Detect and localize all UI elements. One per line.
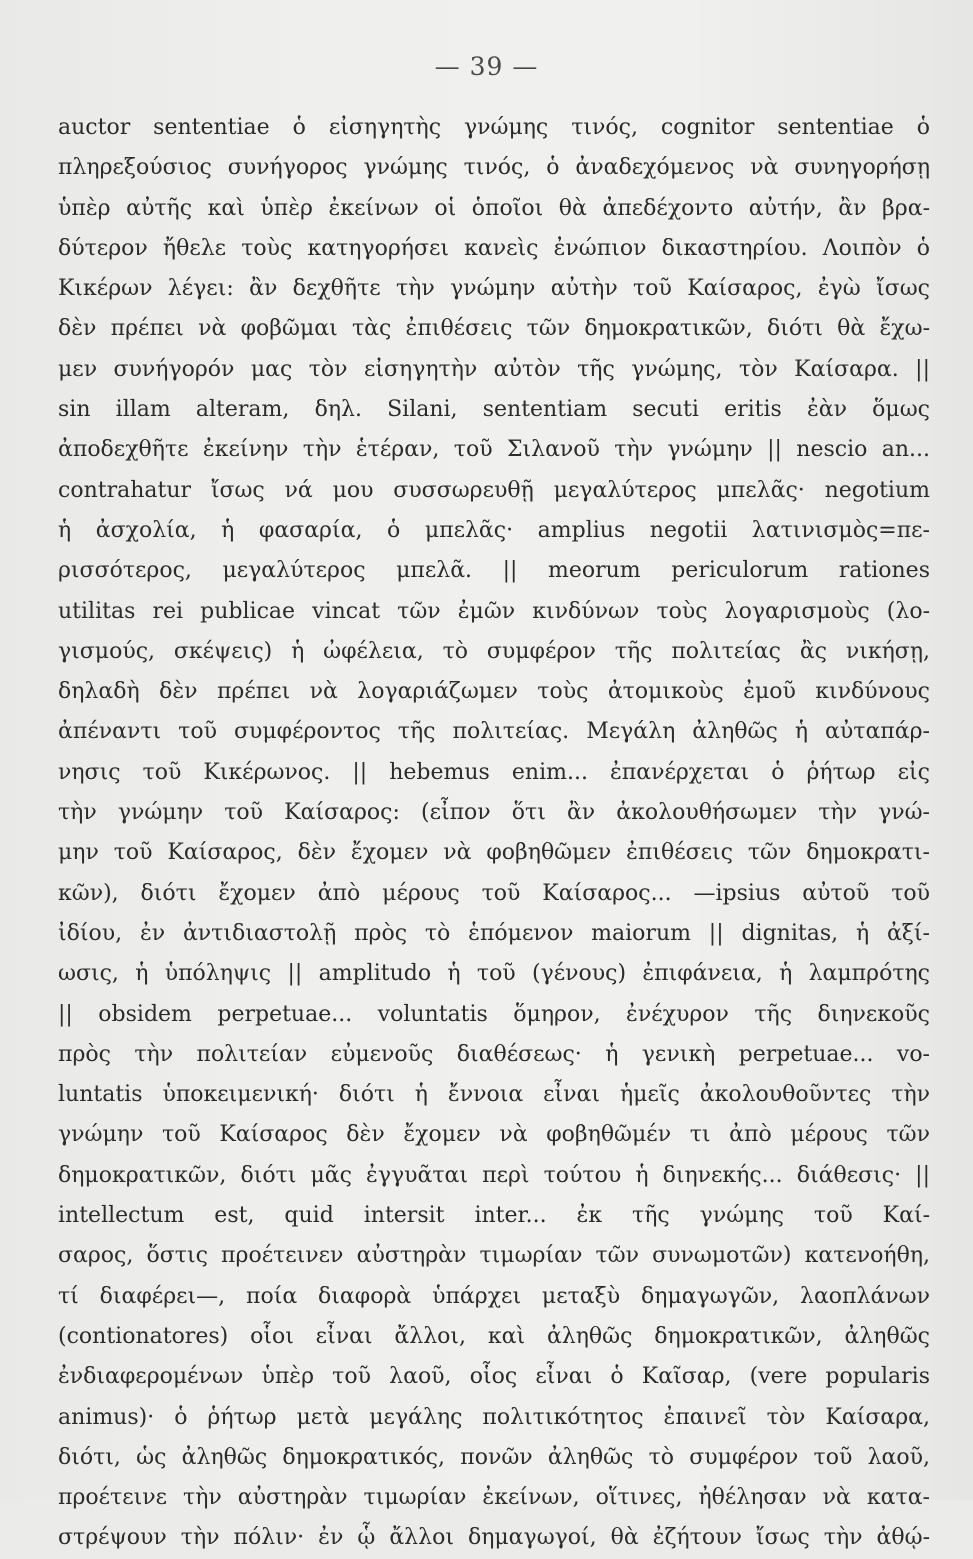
text-line: contrahatur ἴσως νά μου συσσωρευθῇ μεγαλύτερος μπελᾶς· negotium — [58, 477, 930, 503]
text-line: διότι, ὡς ἀληθῶς δημοκρατικός, πονῶν ἀληθῶς τὸ συμφέρον τοῦ λαοῦ, — [58, 1444, 930, 1470]
text-line: δύτερον ἤθελε τοὺς κατηγορήσει κανεὶς ἐνώπιον δικαστηρίου. Λοιπὸν ὁ — [58, 235, 930, 261]
text-line: intellectum est, quid intersit inter... ἐκ τῆς γνώμης τοῦ Καί- — [58, 1203, 930, 1229]
text-line: δημοκρατικῶν, διότι μᾶς ἐγγυᾶται περὶ τούτου ἡ διηνεκής... διάθεσις· || — [58, 1162, 930, 1188]
text-line: || obsidem perpetuae... voluntatis ὅμηρον, ἐνέχυρον τῆς διηνεκοῦς — [58, 1001, 930, 1027]
text-line: σαρος, ὅστις προέτεινεν αὐστηρὰν τιμωρίαν τῶν συνωμοτῶν) κατενοήθη, — [58, 1243, 930, 1269]
text-line: luntatis ὑποκειμενική· διότι ἡ ἔννοια εἶναι ἡμεῖς ἀκολουθοῦντες τὴν — [58, 1082, 930, 1108]
text-line: auctor sententiae ὁ εἰσηγητὴς γνώμης τινός, cognitor sententiae ὁ — [58, 115, 930, 140]
text-line: ρισσότερος, μεγαλύτερος μπελᾶ. || meorum periculorum rationes — [58, 558, 930, 584]
page-number: — 39 — — [434, 52, 539, 81]
text-line: πληρεξούσιος συνήγορος γνώμης τινός, ὁ ἀναδεχόμενος νὰ συνηγορήσῃ — [58, 155, 930, 181]
text-line: τί διαφέρει—, ποία διαφορὰ ὑπάρχει μεταξὺ δημαγωγῶν, λαοπλάνων — [58, 1283, 930, 1309]
text-line: utilitas rei publicae vincat τῶν ἐμῶν κινδύνων τοὺς λογαρισμοὺς (λο- — [58, 598, 930, 624]
body-text — [58, 108, 930, 1559]
text-line: κῶν), διότι ἔχομεν ἀπὸ μέρους τοῦ Καίσαρος... —ipsius αὐτοῦ τοῦ — [58, 880, 930, 906]
text-line: ὑπὲρ αὐτῆς καὶ ὑπὲρ ἐκείνων οἱ ὁποῖοι θὰ ἀπεδέχοντο αὐτήν, ἂν βρα- — [58, 195, 930, 221]
text-line: δηλαδὴ δὲν πρέπει νὰ λογαριάζωμεν τοὺς ἀτομικοὺς ἐμοῦ κινδύνους — [58, 679, 930, 705]
text-line: ἀπέναντι τοῦ συμφέροντος τῆς πολιτείας. Μεγάλη ἀληθῶς ἡ αὐταπάρ- — [58, 719, 930, 745]
text-line: δὲν πρέπει νὰ φοβῶμαι τὰς ἐπιθέσεις τῶν δημοκρατικῶν, διότι θὰ ἔχω- — [58, 316, 930, 342]
text-line: ωσις, ἡ ὑπόληψις || amplitudo ἡ τοῦ (γένους) ἐπιφάνεια, ἡ λαμπρότης — [58, 961, 930, 987]
text-line: (contionatores) οἷοι εἶναι ἄλλοι, καὶ ἀληθῶς δημοκρατικῶν, ἀληθῶς — [58, 1323, 930, 1349]
text-line: τὴν γνώμην τοῦ Καίσαρος: (εἶπον ὅτι ἂν ἀκολουθήσωμεν τὴν γνώ- — [58, 800, 930, 826]
text-line: Κικέρων λέγει: ἂν δεχθῆτε τὴν γνώμην αὐτὴν τοῦ Καίσαρος, ἐγὼ ἴσως — [58, 276, 930, 302]
text-line: ἡ ἀσχολία, ἡ φασαρία, ὁ μπελᾶς· amplius negotii λατινισμὸς=πε- — [58, 517, 930, 543]
text-line: sin illam alteram, δηλ. Silani, sententiam secuti eritis ἐὰν ὅμως — [58, 397, 930, 423]
text-line: μην τοῦ Καίσαρος, δὲν ἔχομεν νὰ φοβηθῶμεν ἐπιθέσεις τῶν δημοκρατι- — [58, 840, 930, 866]
text-line: γνώμην τοῦ Καίσαρος δὲν ἔχομεν νὰ φοβηθῶμέν τι ἀπὸ μέρους τῶν — [58, 1122, 930, 1148]
text-line: προέτεινε τὴν αὐστηρὰν τιμωρίαν ἐκείνων, οἵτινες, ἠθέλησαν νὰ κατα- — [58, 1485, 930, 1511]
text-line: ἰδίου, ἐν ἀντιδιαστολῇ πρὸς τὸ ἑπόμενον maiorum || dignitas, ἡ ἀξί- — [58, 920, 930, 946]
text-line: ἀποδεχθῆτε ἐκείνην τὴν ἑτέραν, τοῦ Σιλανοῦ τὴν γνώμην || nescio an... — [58, 437, 930, 463]
text-line: animus)· ὁ ῥήτωρ μετὰ μεγάλης πολιτικότητος ἐπαινεῖ τὸν Καίσαρα, — [58, 1404, 930, 1430]
text-line: νησις τοῦ Κικέρωνος. || hebemus enim... ἐπανέρχεται ὁ ῥήτωρ εἰς — [58, 759, 930, 785]
text-line: γισμούς, σκέψεις) ἡ ὠφέλεια, τὸ συμφέρον τῆς πολιτείας ἂς νικήσῃ, — [58, 638, 930, 664]
text-line: ἐνδιαφερομένων ὑπὲρ τοῦ λαοῦ, οἷος εἶναι ὁ Καῖσαρ, (vere popularis — [58, 1364, 930, 1390]
text-line: πρὸς τὴν πολιτείαν εὐμενοῦς διαθέσεως· ἡ γενικὴ perpetuae... vo- — [58, 1041, 930, 1067]
text-line: μεν συνήγορόν μας τὸν εἰσηγητὴν αὐτὸν τῆς γνώμης, τὸν Καίσαρα. || — [58, 356, 930, 382]
text-line: στρέψουν τὴν πόλιν· ἐν ᾧ ἄλλοι δημαγωγοί, θὰ ἐζήτουν ἴσως τὴν ἀθῴ- — [58, 1525, 930, 1551]
